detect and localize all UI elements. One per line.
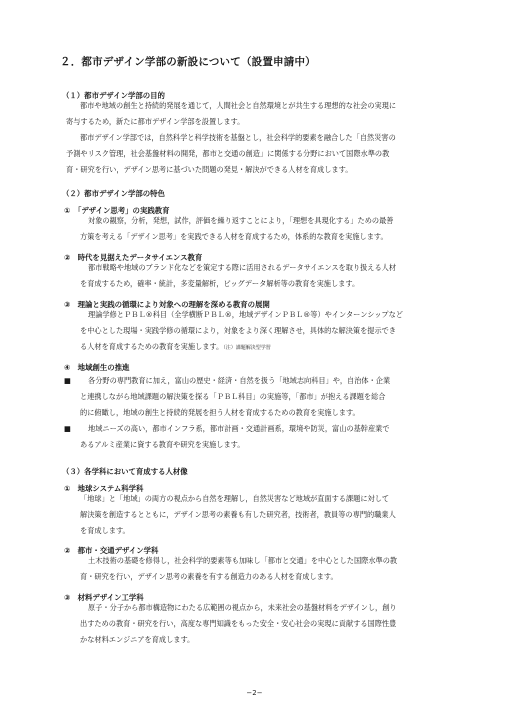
text-line: 的に俯瞰し，地域の創生と持続的発展を担う人材を育成するための教育を実施します。 [80, 408, 360, 417]
text-line: かな材料エンジニアを育成します。 [80, 635, 195, 644]
section-2-heading: （２）都市デザイン学部の特色 [62, 189, 165, 198]
department-item-earth-system: ① 地球システム科学科 [64, 484, 144, 493]
text-line: 地域ニーズの高い，都市インフラ系，都市計画・交通計画系，環境や防災，富山の基幹産業で [88, 424, 390, 433]
text-line: 各分野の専門教育に加え，富山の歴史・経済・自然を扱う「地域志向科目」や，自治体・企業 [88, 376, 391, 385]
section-1-paragraph-2 [66, 130, 396, 178]
feature-item-regional-revitalization: ④ 地域創生の推進 [64, 363, 130, 372]
text-line: 対象の観察，分析，発想，試作，評価を繰り返すことにより，「理想を具現化する」ための最善 [88, 216, 394, 225]
text-line: 「地球」と「地域」の両方の視点から自然を理解し，自然災害など地域が直面する課題に対して [80, 494, 390, 503]
footnote-pbl: （注）課題解決型学習 [223, 345, 271, 351]
department-item-earth-system-text [80, 491, 396, 539]
feature-item-theory-practice: ③ 理論と実践の循環により対象への理解を深める教育の展開 [64, 300, 270, 309]
text-line: 都市デザイン学部では，自然科学と科学技術を基盤とし，社会科学的要素を融合した「自然災害の [80, 133, 396, 142]
feature-item-theory-practice-text [80, 307, 403, 355]
text-line: 出すための教育・研究を行い，高度な専門知識をもった安全・安心社会の実現に貢献する国際性豊 [80, 619, 397, 628]
text-line: を育成するため，確率・統計，多変量解析，ビッグデータ解析等の教育を実施します。 [80, 279, 360, 288]
text-line: 予測やリスク管理，社会基盤材料の開発，都市と交通の創造」に関係する分野において国際水準の教 [66, 149, 390, 158]
feature-item-design-thinking: ① 「デザイン思考」の実践教育 [64, 206, 170, 215]
bullet-text [80, 421, 390, 453]
text-line: 育・研究を行い，デザイン思考に基づいた問題の発見・解決ができる人材を育成します。 [66, 165, 353, 174]
bullet-text [80, 373, 390, 421]
page-number: −2− [246, 689, 263, 697]
text-line: 都市や地域の創生と持続的発展を通じて，人間社会と自然環境とが共生する理想的な社会の実現に [80, 101, 397, 110]
text-line: 原子・分子から都市構造物にわたる広範囲の視点から，未来社会の基盤材料をデザインし，創り [88, 603, 397, 612]
text-line: 解決策を創造するとともに，デザイン思考の素養も有した研究者，技術者，教員等の専門的職業人 [80, 510, 396, 519]
feature-item-design-thinking-text [80, 213, 393, 245]
text-line: を育成します。 [80, 526, 130, 535]
department-item-urban-transport: ② 都市・交通デザイン学科 [64, 546, 159, 555]
text-line: 理論学修とＰＢＬ®科目（全学横断ＰＢＬ®，地域デザインＰＢＬ®等）やインターンシップなど [88, 310, 403, 319]
text-line: あるアルミ産業に資する教育や研究を実施します。 [80, 440, 245, 449]
feature-item-data-science-text [80, 260, 396, 292]
bullet-square-icon: ■ [64, 424, 71, 433]
department-item-urban-transport-text [80, 553, 397, 585]
section-1-heading: （１）都市デザイン学部の目的 [62, 91, 165, 100]
section-3-heading: （３）各学科において育成する人材像 [62, 467, 188, 476]
text-line [80, 339, 403, 355]
text-line: 土木技術の基礎を修得し，社会科学的要素等も加味し「都市と交通」を中心とした国際水準の教 [88, 556, 398, 565]
text-line: を中心とした現場・実践学修の循環により，対象をより深く理解させ，具体的な解決策を提示でき [80, 326, 397, 335]
section-1-paragraph-1 [66, 98, 397, 130]
department-item-materials-design: ③ 材料デザイン工学科 [64, 593, 144, 602]
feature-item-data-science: ② 時代を見据えたデータサイエンス教育 [64, 253, 203, 262]
text-line: と連携しながら地域課題の解決策を探る「ＰＢＬ科目」の実施等，「都市」が抱える課題を総合 [80, 392, 386, 401]
page-title: ２．都市デザイン学部の新設について（設置申請中） [60, 56, 316, 68]
text-line: 方策を考える「デザイン思考」を実践できる人材を育成するため，体系的な教育を実施します。 [80, 232, 388, 241]
department-item-materials-design-text [80, 600, 397, 648]
text-line: 育・研究を行い，デザイン思考の素養を有する創造力のある人材を育成します。 [80, 572, 338, 581]
text-line: 寄与するため，新たに都市デザイン学部を設置します。 [66, 117, 245, 126]
text-line-main: る人材を育成するための教育を実施します。 [80, 342, 224, 351]
bullet-square-icon: ■ [64, 376, 71, 385]
text-line: 都市戦略や地域のブランド化などを策定する際に活用されるデータサイエンスを取り扱える人材 [88, 263, 397, 272]
